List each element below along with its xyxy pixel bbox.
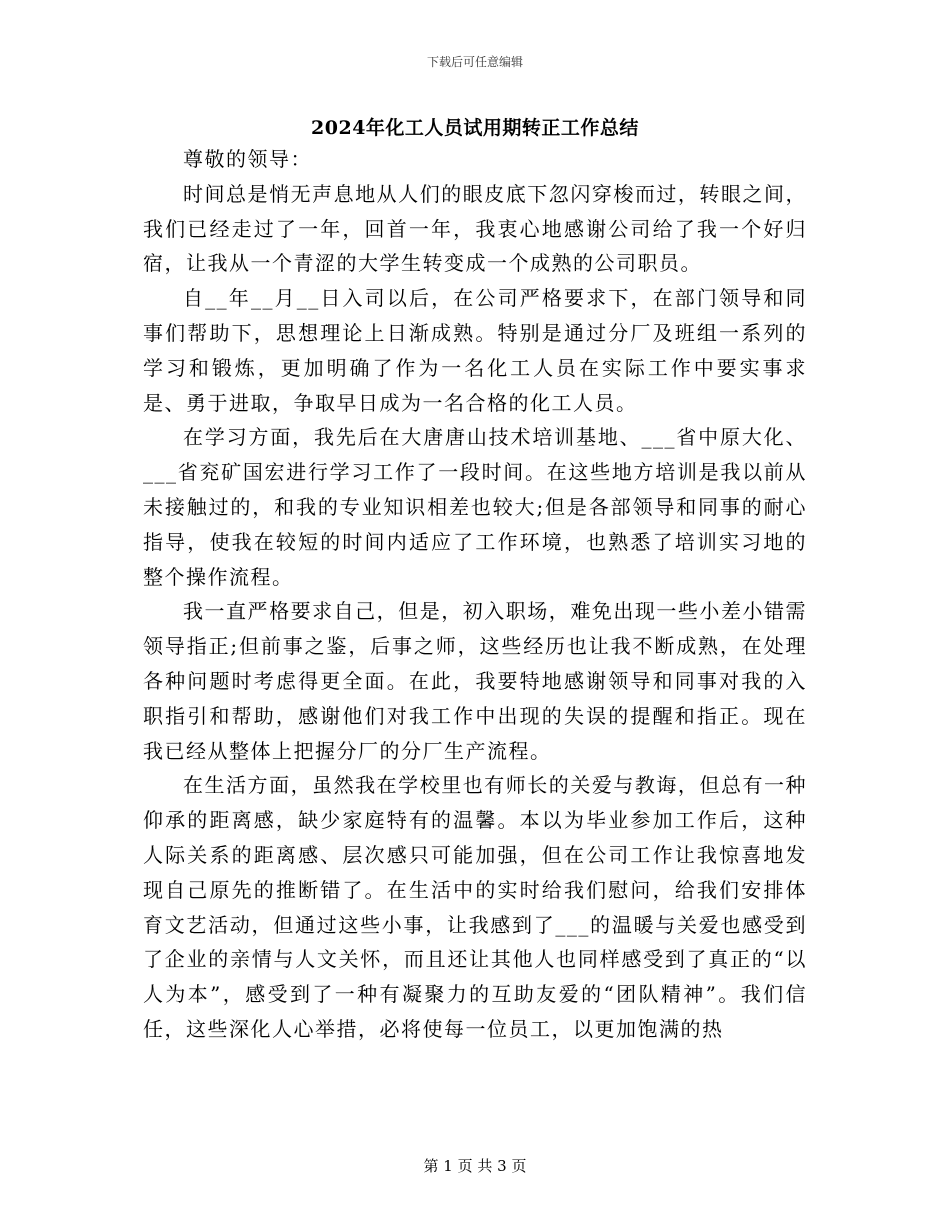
document-title: 2024年化工人员试用期转正工作总结 — [311, 117, 639, 139]
paragraph: 时间总是悄无声息地从人们的眼皮底下忽闪穿梭而过，转眼之间，我们已经走过了一年，回首一年，我衷心地感谢公司给了我一个好归宿，让我从一个青涩的大学生转变成一个成熟的公司职员。 — [143, 181, 807, 276]
paragraph: 自__年__月__日入司以后，在公司严格要求下，在部门领导和同事们帮助下，思想理论上日渐成熟。特别是通过分厂及班组一系列的学习和锻炼，更加明确了作为一名化工人员在实际工作中要实事求是、勇于进取，争取早日成为一名合格的化工人员。 — [143, 286, 807, 415]
document-body — [143, 142, 807, 1047]
paragraph: 在生活方面，虽然我在学校里也有师长的关爱与教诲，但总有一种仰承的距离感，缺少家庭特有的温馨。本以为毕业参加工作后，这种人际关系的距离感、层次感只可能加强，但在公司工作让我惊喜地发现自己原先的推断错了。在生活中的实时给我们慰问，给我们安排体育文艺活动，但通过这些小事，让我感到了___的温暖与关爱也感受到了企业的亲情与人文关怀，而且还让其他人也同样感受到了真正的“以人为本”，感受到了一种有凝聚力的互助友爱的“团队精神”。我们信任，这些深化人心举措，必将使每一位员工，以更加饱满的热 — [143, 773, 807, 1041]
header-note: 下载后可任意编辑 — [426, 55, 523, 69]
paragraph: 我一直严格要求自己，但是，初入职场，难免出现一些小差小错需领导指正;但前事之鉴，后事之师，这些经历也让我不断成熟，在处理各种问题时考虑得更全面。在此，我要特地感谢领导和同事对我的入职指引和帮助，感谢他们对我工作中出现的失误的提醒和指正。现在我已经从整体上把握分厂的分厂生产流程。 — [143, 599, 807, 763]
salutation: 尊敬的领导： — [183, 147, 312, 171]
page-number: 第 1 页 共 3 页 — [423, 1157, 527, 1175]
paragraph: 在学习方面，我先后在大唐唐山技术培训基地、___省中原大化、___省兖矿国宏进行学习工作了一段时间。在这些地方培训是我以前从未接触过的，和我的专业知识相差也较大;但是各部领导和同事的耐心指导，使我在较短的时间内适应了工作环境，也熟悉了培训实习地的整个操作流程。 — [143, 425, 807, 589]
